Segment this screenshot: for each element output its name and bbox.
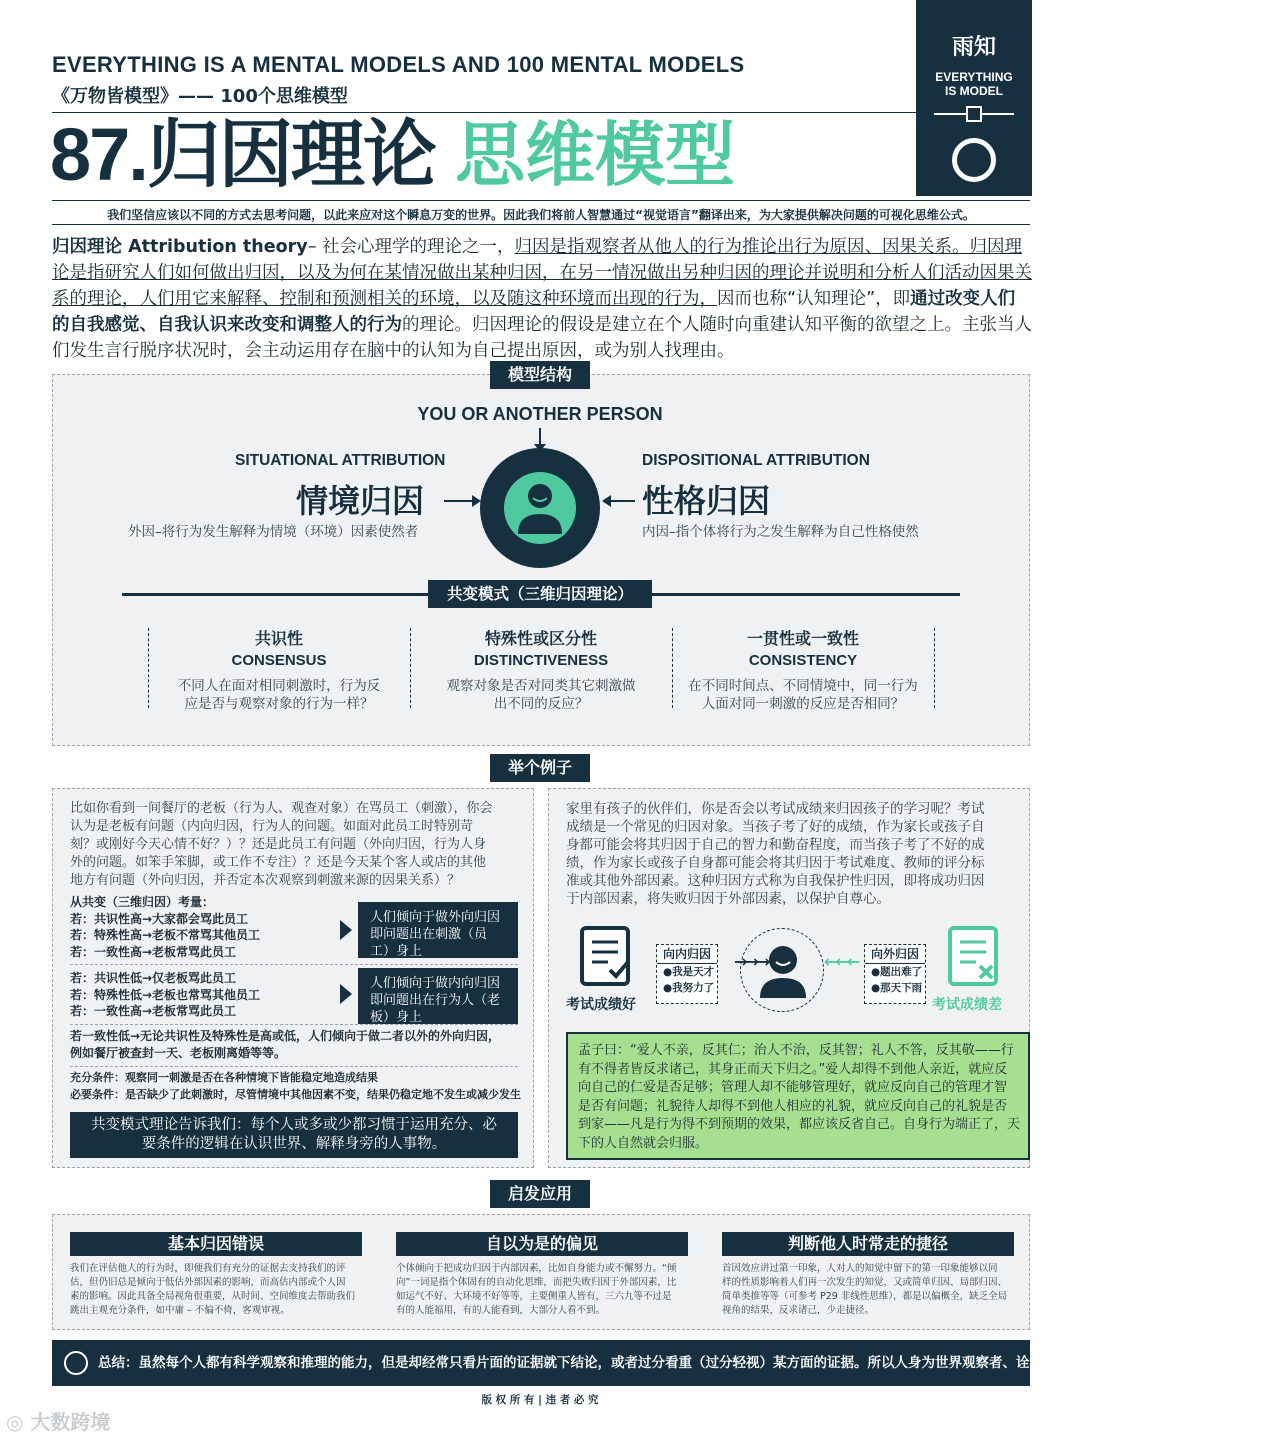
good-scroll-icon — [572, 922, 640, 992]
outer-attribution-box — [864, 944, 926, 1004]
example-right-line: 准或其他外部因素。这种归因方式称为自我保护性归因，即将成功归因 — [566, 873, 985, 889]
low-consistency-line: 例如餐厅被查封一天、老板刚离婚等等。 — [70, 1045, 287, 1060]
inner-item: ●我是天才 — [663, 966, 715, 978]
summary-line: 要条件的逻辑在认识世界、解释身旁的人事物。 — [141, 1136, 447, 1152]
logo-mark: 雨知 — [951, 35, 996, 60]
definition-bold: 通过改变人们的自我感觉、自我认识来改变和调整人的行为 — [52, 289, 1016, 335]
conditions — [70, 1070, 525, 1103]
outer-head: 向外归因 — [865, 945, 925, 964]
outer-item: ●那天下雨 — [871, 982, 923, 994]
card-line: 视角的结果，反求诸己，少走捷径。 — [722, 1305, 875, 1316]
condition-necessary: 必要条件：是否缺少了此刺激时，尽管情境中其他因素不变，结果仍稳定地不发生或减少发生 — [70, 1087, 521, 1101]
card-line: 有的人能福用，有的人能看到，大部分人看不到。 — [396, 1305, 606, 1316]
application-card-1 — [70, 1232, 362, 1318]
model-number-title: 87.归因理论 — [50, 113, 435, 196]
bad-label: 考试成绩差 — [932, 997, 1002, 1013]
group-item: 若：一致性高→老板常骂此员工 — [70, 944, 237, 959]
group-item: 若：特殊性低→老板也常骂其他员工 — [70, 987, 261, 1002]
inner-head: 向内归因 — [657, 945, 717, 964]
column-distinctiveness — [412, 626, 670, 713]
example-right-line: 于内部因素，将失败归因于外部因素，以保护自尊心。 — [566, 891, 890, 907]
card-line: 估，但仍旧总是倾向于低估外部因素的影响，而高估内部或个人因 — [70, 1277, 346, 1288]
covariation-summary — [70, 1112, 518, 1158]
intro-statement: 我们坚信应该以不同的方式去思考问题，以此来应对这个瞬息万变的世界。因此我们将前人智慧通过“视觉语言”翻译出来，为大家提供解决问题的可视化思维公式。 — [107, 208, 975, 222]
column-desc-2: 人面对同一刺激的反应是否相同？ — [701, 696, 905, 712]
bad-scroll-icon — [940, 922, 1008, 992]
brand-logo — [916, 0, 1032, 196]
example-left-line: 外的问题。如笨手笨脚，或工作不专注）？还是今天某个客人或店的其他 — [70, 855, 487, 870]
mencius-line: 到家——凡是行为得不到预期的效果，都应该反省自己。自身行为端正了，天 — [578, 1117, 1021, 1132]
dispositional-arrow-head — [602, 495, 611, 507]
person-icon — [510, 474, 570, 540]
definition-part-3: 因而也称“认知理论”，即 — [717, 289, 911, 309]
situational-desc: 外因–将行为发生解释为情境（环境）因素使然者 — [128, 524, 419, 540]
example-left-line: 认为是老板有问题（内向归因，行为人的问题。如面对此员工时特别苛 — [70, 819, 474, 834]
watermark — [6, 1406, 110, 1435]
card-head: 判断他人时常走的捷径 — [722, 1232, 1014, 1256]
logo-text-line-2: IS MODEL — [944, 84, 1003, 99]
logo-circle-icon — [952, 138, 996, 182]
good-label: 考试成绩好 — [566, 997, 636, 1013]
column-divider — [148, 628, 149, 708]
column-title-en: CONSENSUS — [231, 652, 327, 669]
header-rule — [52, 112, 916, 113]
outer-arrow-icon: ←←← — [824, 952, 859, 971]
summary-text: 总结：虽然每个人都有科学观察和推理的能力，但是却经常只看片面的证据就下结论，或者过分看重（过分轻视）某方面的证据。所以人身为世界观察者、诠释者、认识者时，经常犯下“归因错误”。 — [98, 1355, 1277, 1371]
example-right-line: 家里有孩子的伙伴们，你是否会以考试成绩来归因孩子的学习呢？考试 — [566, 801, 985, 817]
definition-term: 归因理论 Attribution theory — [52, 237, 308, 257]
intro-rule-bottom — [52, 224, 1030, 225]
card-line: 跳出主观充分条件，如中庸 – 不偏不倚，客观审视。 — [70, 1305, 290, 1316]
center-label: YOU OR ANOTHER PERSON — [417, 404, 663, 424]
covariation-group-1 — [70, 894, 370, 960]
column-desc-1: 在不同时间点、不同情境中，同一行为 — [688, 678, 918, 694]
card-line: 样的性质影响着人们再一次发生的知觉，又或简单归因、局部归因、 — [722, 1277, 1008, 1288]
structure-tag: 模型结构 — [490, 361, 590, 389]
definition-part-1: – 社会心理学的理论之一， — [307, 237, 515, 257]
condition-divider — [70, 1066, 518, 1067]
situational-en: SITUATIONAL ATTRIBUTION — [235, 452, 446, 469]
example-tag: 举个例子 — [490, 754, 590, 782]
covariation-tag: 共变模式（三维归因理论） — [428, 580, 652, 608]
mencius-quote — [566, 1032, 1030, 1160]
example-right-line: 身都可能会将其归因于自己的智力和勤奋程度，而当孩子考了不好的成 — [566, 837, 985, 853]
summary-line: 共变模式理论告诉我们：每个人或多或少都习惯于运用充分、必 — [91, 1117, 497, 1133]
logo-text-line-1: EVERYTHING — [935, 70, 1013, 84]
example-left-line: 比如你看到一间餐厅的老板（行为人、观查对象）在骂员工（刺激），你会 — [70, 801, 493, 816]
low-consistency-line: 若一致性低→无论共识性及特殊性是高或低，人们倾向于做二者以外的外向归因， — [70, 1029, 501, 1043]
column-desc-2: 应是否与观察对象的行为一样？ — [184, 696, 374, 712]
column-title-en: DISTINCTIVENESS — [473, 652, 609, 669]
card-line: 个体倾向于把成功归因于内部因素，比如自身能力或不懈努力。“倾 — [396, 1263, 677, 1274]
header-title-en: EVERYTHING IS A MENTAL MODELS AND 100 MENTAL MODELS — [52, 52, 745, 77]
card-line: 如运气不好、大环境不好等等，主要侧重人皆有，三六九等不过是 — [396, 1291, 672, 1302]
column-divider — [934, 628, 935, 708]
card-line: 我们在评估他人的行为时，即便我们有充分的证据去支持我们的评 — [70, 1263, 346, 1274]
group-1-result: 人们倾向于做外向归因即问题出在刺激（员工）身上 — [358, 902, 518, 958]
example-right-line: 绩，作为家长或孩子自身都可能会将其归因于考试难度、教师的评分标 — [566, 855, 985, 871]
column-title-cn: 一贯性或一致性 — [746, 629, 859, 648]
column-consistency — [674, 626, 932, 713]
application-tag: 启发应用 — [490, 1180, 590, 1208]
example-left-line: 地方有问题（外向归因，并否定本次观察到刺激来源的因果关系）？ — [70, 873, 461, 888]
inner-attribution-box — [656, 944, 718, 1004]
dispositional-en: DISPOSITIONAL ATTRIBUTION — [642, 452, 870, 469]
definition-underlined: 归因是指观察者从他人的行为推论出行为原因、因果关系。归因理论是指研究人们如何做出归因，以及为何在某情况做出某种归因，在另一情况做出另种归因的理论并说明和分析人们活动因果关系的理论，人们用它来解释、控制和预测相关的环境，以及随这种环境而出现的行为， — [52, 237, 1032, 309]
intro-rule-top — [52, 200, 1030, 201]
card-head: 自以为是的偏见 — [396, 1232, 688, 1256]
situational-arrow-head — [472, 495, 481, 507]
model-suffix-title: 思维模型 — [455, 114, 735, 196]
summary-icon — [64, 1351, 88, 1375]
dispositional-cn: 性格归因 — [642, 482, 771, 520]
column-title-cn: 共识性 — [254, 629, 303, 648]
definition-paragraph — [52, 234, 1032, 364]
dispositional-desc: 内因–指个体将行为之发生解释为自己性格使然 — [642, 524, 919, 540]
logo-text — [916, 70, 1032, 99]
example-left-intro — [70, 800, 525, 890]
watermark-text: 大数跨境 — [30, 1410, 111, 1434]
column-title-en: CONSISTENCY — [748, 652, 858, 669]
group-2-result: 人们倾向于做内向归因即问题出在行为人（老板）身上 — [358, 968, 518, 1024]
copyright: 版 权 所 有 | 违 者 必 究 — [481, 1394, 599, 1406]
example-left-line: 刻？或刚好今天心情不好？）？还是此员工有问题（外向归因，行为人身 — [70, 837, 487, 852]
group-item: 若：特殊性高→老板不常骂其他员工 — [70, 928, 261, 942]
situational-cn: 情境归因 — [296, 482, 425, 520]
card-line: 向”一词是指个体固有的自动化思维，而把失败归因于外部因素，比 — [396, 1277, 677, 1288]
outer-item: ●题出难了 — [871, 966, 923, 978]
column-title-cn: 特殊性或区分性 — [484, 629, 597, 648]
column-consensus — [150, 626, 408, 713]
group-head: 从共变（三维归因）考量： — [70, 895, 215, 909]
column-divider — [672, 628, 673, 708]
inner-arrow-icon: →→→ — [734, 952, 769, 971]
example-right-text — [566, 800, 1021, 908]
group-item: 若：共识性低→仅老板骂此员工 — [70, 971, 237, 985]
column-divider — [410, 628, 411, 708]
column-desc-2: 出不同的反应？ — [493, 696, 589, 712]
card-line: 首因效应讲过第一印象，人对人的知觉中留下的第一印象能够以同 — [722, 1263, 998, 1274]
low-consistency-note — [70, 1028, 525, 1061]
application-card-2 — [396, 1232, 688, 1318]
application-card-3 — [722, 1232, 1014, 1318]
definition-part-5: 的理论。归因理论的假设是建立在个人随时向重建认知平衡的欲望之上。主张当人们发生言行脱序状况时，会主动运用存在脑中的认知为自己提出原因，或为别人找理由。 — [52, 315, 1032, 361]
condition-sufficient: 充分条件：观察同一刺激是否在各种情境下皆能稳定地造成结果 — [70, 1071, 378, 1084]
group-item: 若：一致性高→老板常骂此员工 — [70, 1004, 237, 1018]
play-arrow-icon — [340, 984, 352, 1004]
header-title-cn: 《万物皆模型》—— 100个思维模型 — [52, 86, 348, 107]
card-head: 基本归因错误 — [70, 1232, 362, 1256]
group-item: 若：共识性高→大家都会骂此员工 — [70, 911, 249, 926]
inner-item: ●我努力了 — [663, 982, 715, 994]
situational-arrow-line — [444, 500, 474, 502]
mencius-line: 下的人自然就会归服。 — [578, 1135, 709, 1151]
column-desc-1: 观察对象是否对同类其它刺激做 — [446, 678, 636, 694]
covariation-group-2 — [70, 970, 370, 1020]
card-line: 素的影响。因此具备全局视角很重要，从时间、空间维度去帮助我们 — [70, 1291, 356, 1302]
example-right-line: 成绩是一个常见的归因对象。当孩子考了好的成绩，作为家长或孩子自 — [566, 819, 985, 835]
play-arrow-icon — [340, 920, 352, 940]
mencius-line: 是否有问题；礼貌待人却得不到他人相应的礼貌，就应反向自己的礼貌是否 — [578, 1098, 1008, 1114]
mencius-line: 有不得者皆反求诸己，其身正而天下归之。”爱人却得不到他人亲近，就应反 — [578, 1061, 1008, 1077]
group-divider — [70, 964, 518, 965]
mencius-line: 孟子曰：“爱人不亲，反其仁；治人不治，反其智；礼人不答，反其敬——行 — [578, 1043, 1014, 1058]
group-divider — [70, 1024, 518, 1025]
column-desc-1: 不同人在面对相同刺激时，行为反 — [177, 678, 381, 694]
child-icon — [756, 940, 810, 1000]
card-line: 简单类推等等（可参考 P29 非线性思维），都是以偏概全，缺乏全局 — [722, 1291, 1008, 1302]
watermark-icon: ◎ — [6, 1410, 31, 1434]
logo-square-icon — [966, 106, 982, 122]
mencius-line: 向自己的仁爱是否足够；管理人却不能够管理好，就应反向自己的管理才智 — [578, 1080, 1008, 1095]
